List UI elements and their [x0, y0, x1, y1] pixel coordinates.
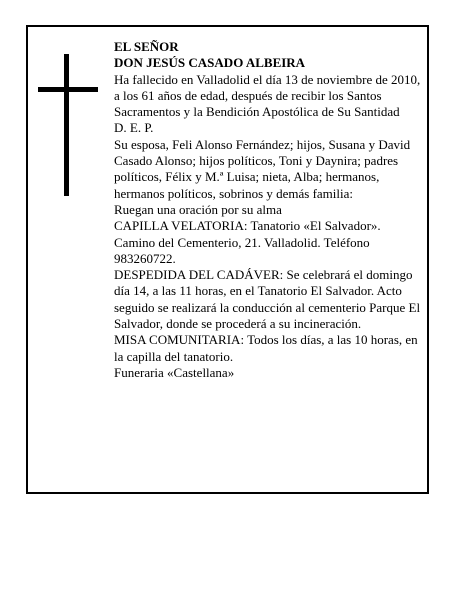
cross-icon [38, 54, 98, 196]
farewell-info: DESPEDIDA DEL CADÁVER: Se celebrará el domingo día 14, a las 11 horas, en el Tanatorio El Salvador. Acto seguido se realizará la conducción al cementerio Parque El Salvador, donde se procederá a su incineración. [114, 267, 421, 332]
wake-chapel-info: CAPILLA VELATORIA: Tanatorio «El Salvador». Camino del Cementerio, 21. Valladolid. Teléfono 983260722. [114, 218, 381, 266]
death-announcement: Ha fallecido en Valladolid el día 13 de noviembre de 2010, a los 61 años de edad, después de recibir los Santos Sacramentos y la Bendición Apostólica de Su Santidad [114, 71, 421, 120]
community-mass-info: MISA COMUNITARIA: Todos los días, a las 10 horas, en la capilla del tanatorio. [114, 332, 418, 364]
prayer-request: Ruegan una oración por su alma [114, 201, 282, 217]
cross-vertical-bar [64, 54, 69, 196]
cross-horizontal-bar [38, 87, 98, 92]
deceased-name: DON JESÚS CASADO ALBEIRA [114, 55, 306, 71]
family-members: Su esposa, Feli Alonso Fernández; hijos, Susana y David Casado Alonso; hijos políticos, Toni y Daynira; padres políticos, Félix y M.ª Luisa; nieta, Alba; hermanos, hermanos políticos, sobrinos y demás familia: [114, 136, 411, 201]
dep-line: D. E. P. [114, 120, 154, 136]
obituary-text [114, 39, 422, 381]
funeral-home: Funeraria «Castellana» [114, 364, 235, 380]
heading-title: EL SEÑOR [114, 39, 179, 54]
